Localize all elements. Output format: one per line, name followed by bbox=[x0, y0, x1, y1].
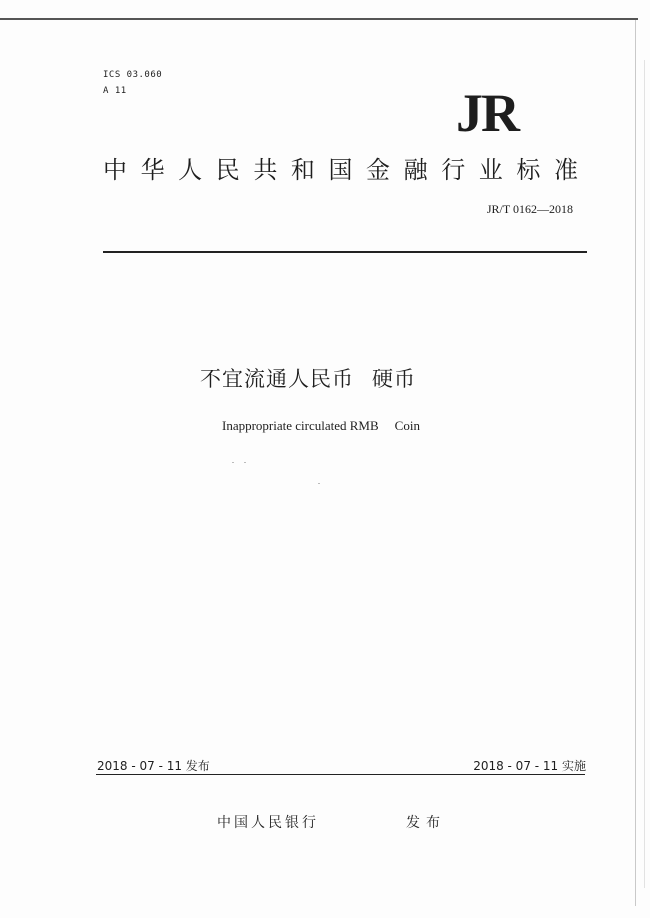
standard-type-char: 中 bbox=[103, 156, 127, 184]
implement-date: 2018 - 07 - 11 实施 bbox=[473, 759, 586, 773]
scan-speck bbox=[244, 462, 246, 463]
standard-type-char: 金 bbox=[366, 156, 391, 184]
title-en-main: Inappropriate circulated RMB bbox=[222, 418, 379, 433]
standard-type-heading bbox=[103, 155, 578, 185]
header-rule bbox=[103, 251, 587, 253]
standard-type-char: 行 bbox=[441, 156, 466, 184]
scan-right-edge-line-faint bbox=[644, 60, 645, 888]
title-zh-sub: 硬币 bbox=[372, 367, 416, 391]
scan-right-edge-line bbox=[635, 20, 636, 906]
standard-type-char: 共 bbox=[253, 156, 278, 184]
title-zh-main: 不宜流通人民币 bbox=[200, 367, 354, 391]
standard-type-char: 人 bbox=[178, 156, 203, 184]
standard-number: JR/T 0162—2018 bbox=[486, 202, 573, 216]
scan-speck bbox=[232, 462, 234, 463]
ics-code: ICS 03.060 bbox=[103, 70, 163, 80]
standard-type-char: 融 bbox=[403, 156, 428, 184]
standard-type-char: 准 bbox=[553, 156, 578, 184]
standard-type-char: 和 bbox=[290, 156, 315, 184]
standard-type-char: 业 bbox=[478, 156, 503, 184]
standard-type-char: 民 bbox=[215, 156, 240, 184]
document-title-en bbox=[222, 418, 420, 434]
issue-label: 发布 bbox=[406, 815, 446, 831]
title-en-sub: Coin bbox=[394, 418, 420, 433]
scan-top-edge-line bbox=[0, 18, 638, 20]
jr-logo: JR bbox=[456, 83, 518, 143]
standard-type-char: 标 bbox=[516, 156, 541, 184]
issuing-authority: 中国人民银行 bbox=[217, 815, 319, 831]
standard-type-char: 华 bbox=[140, 156, 165, 184]
footer-rule bbox=[96, 774, 585, 775]
standard-type-char: 国 bbox=[328, 156, 353, 184]
publish-date: 2018 - 07 - 11 发布 bbox=[97, 759, 210, 773]
ccs-code: A 11 bbox=[103, 86, 127, 96]
document-title-zh bbox=[200, 365, 416, 393]
scan-speck bbox=[318, 483, 320, 484]
